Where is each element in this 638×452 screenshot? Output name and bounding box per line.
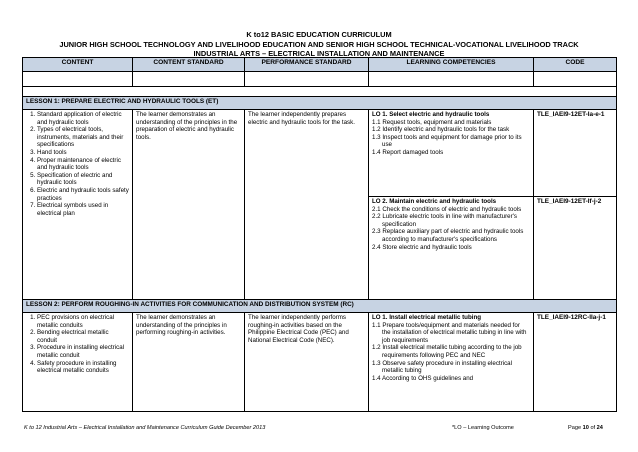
footer-guide-title: K to 12 Industrial Arts – Electrical Installation and Maintenance Curriculum Guide December 2013 [24, 425, 266, 431]
list-item: 2. Types of electrical tools, instruments, materials and their specifications [37, 126, 129, 149]
lo-title: LO 1. Select electric and hydraulic tools [372, 111, 490, 118]
lesson-2-title-row [23, 300, 617, 313]
list-item: 6. Electric and hydraulic tools safety practices [37, 187, 129, 202]
lesson-1-lo1-code: TLE_IAEI9-12ET-Ia-e-1 [534, 110, 617, 197]
col-header-content-standard: CONTENT STANDARD [133, 58, 245, 72]
lesson-1-lo2-code: TLE_IAEI9-12ET-If-j-2 [534, 197, 617, 300]
table-header-row [23, 58, 617, 72]
page-current: 10 [582, 425, 589, 431]
lesson-2-lo1-code: TLE_IAEI9-12RC-IIa-j-1 [534, 313, 617, 412]
competency: 1.4 According to OHS guidelines and [372, 374, 474, 382]
col-header-performance-standard: PERFORMANCE STANDARD [245, 58, 369, 72]
lesson-1-lo1 [369, 110, 534, 197]
table-row [23, 72, 617, 87]
curriculum-table [22, 57, 617, 412]
competency: 1.2 Identify electric and hydraulic tools for the task [372, 126, 510, 134]
header-line-3: INDUSTRIAL ARTS – ELECTRICAL INSTALLATION AND MAINTENANCE [193, 49, 445, 58]
lesson-2-content-standard: The learner demonstrates an understanding of the principles in performing roughing-in activities. [133, 313, 245, 412]
competency: 1.4 Report damaged tools [372, 148, 444, 156]
lesson-1-performance-standard: The learner independently prepares electric and hydraulic tools for the task. [245, 110, 369, 300]
lesson-2-row [23, 313, 617, 412]
competency: 1.2 Install electrical metallic tubing according to the job requirements following PEC and NEC [372, 344, 522, 359]
lesson-1-title-row [23, 97, 617, 110]
lo-title: LO 1. Install electrical metallic tubing [372, 314, 482, 321]
list-item: 7. Electrical symbols used in electrical plan [37, 202, 129, 217]
competency: 2.1 Check the conditions of electric and hydraulic tools [372, 205, 522, 213]
col-header-content: CONTENT [23, 58, 133, 72]
lesson-2-performance-standard: The learner independently performs roughing-in activities based on the Philippine Electrical Code (PEC) and National Electrical Code (NEC). [245, 313, 369, 412]
list-item: 3. Hand tools [37, 149, 129, 157]
lesson-1-content-standard: The learner demonstrates an understanding of the principles in the preparation of electric and hydraulic tools. [133, 110, 245, 300]
col-header-learning-competencies: LEARNING COMPETENCIES [369, 58, 534, 72]
list-item: 1. PEC provisions on electrical metallic conduits [37, 314, 129, 329]
competency: 1.1 Prepare tools/equipment and materials needed for the installation of electrical metallic tubing in line with job requirements [372, 321, 527, 344]
competency: 1.3 Observe safety procedure in installing electrical metallic tubing [372, 359, 512, 375]
lesson-2-title: LESSON 2: PERFORM ROUGHING-IN ACTIVITIES FOR COMMUNICATION AND DISTRIBUTION SYSTEM (RC) [23, 300, 617, 313]
header-line-2: JUNIOR HIGH SCHOOL TECHNOLOGY AND LIVELIHOOD EDUCATION AND SENIOR HIGH SCHOOL TECHNICAL-VOCATIONAL LIVELIHOOD TRACK [59, 40, 579, 49]
list-item: 3. Procedure in installing electrical metallic conduit [37, 344, 129, 359]
competency: 2.4 Store electric and hydraulic tools [372, 243, 472, 251]
competency: 2.2 Lubricate electric tools in line with manufacturer's specification [372, 213, 517, 228]
list-item: 1. Standard application of electric and hydraulic tools [37, 111, 129, 126]
lesson-1-row-a [23, 110, 617, 197]
lesson-2-lo1 [369, 313, 534, 412]
competency: 2.3 Replace auxiliary part of electric and hydraulic tools according to manufacturer's specifications [372, 228, 524, 243]
competency: 1.1 Request tools, equipment and materials [372, 118, 492, 126]
competency: 1.3 Inspect tools and equipment for damage prior to its use [372, 133, 522, 149]
header-line-1: K to12 BASIC EDUCATION CURRICULUM [246, 30, 392, 39]
footer-lo-note: *LO – Learning Outcome [452, 425, 514, 431]
list-item: 2. Bending electrical metallic conduit [37, 329, 129, 344]
page-prefix: Page [568, 425, 582, 431]
lesson-2-content [23, 313, 133, 412]
table-row [23, 87, 617, 97]
lo-title: LO 2. Maintain electric and hydraulic tools [372, 198, 497, 205]
lesson-1-lo2 [369, 197, 534, 300]
lesson-1-content [23, 110, 133, 300]
list-item: 4. Proper maintenance of electric and hydraulic tools [37, 157, 129, 172]
list-item: 5. Specification of electric and hydraulic tools [37, 172, 129, 187]
page-of: of [590, 425, 596, 431]
list-item: 4. Safety procedure in installing electrical metallic conduits [37, 360, 129, 375]
page-total: 24 [596, 425, 603, 431]
col-header-code: CODE [534, 58, 617, 72]
footer-page-number [568, 425, 603, 431]
lesson-1-title: LESSON 1: PREPARE ELECTRIC AND HYDRAULIC TOOLS (ET) [23, 97, 617, 110]
